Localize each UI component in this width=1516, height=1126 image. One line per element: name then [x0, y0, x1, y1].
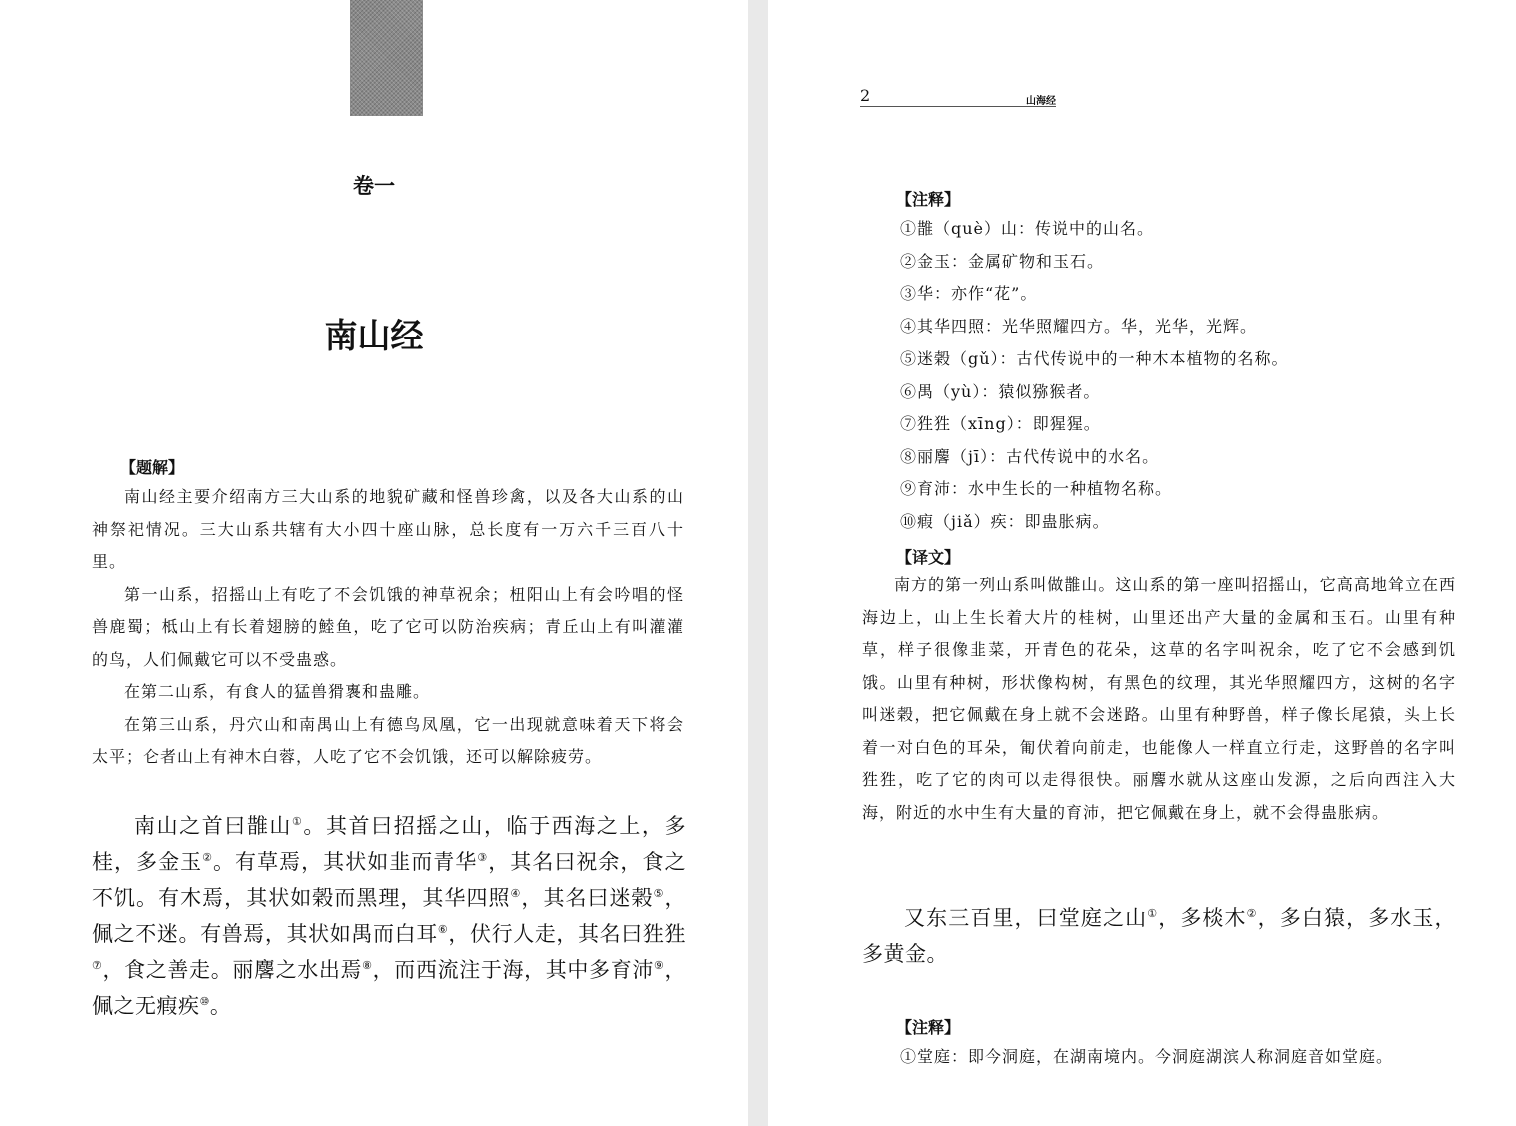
text-segment: 又东三百里，曰堂庭之山: [904, 906, 1148, 930]
footnote-marker: ⑧: [362, 959, 373, 972]
translation-text: [862, 569, 1456, 829]
page-number: 2: [860, 86, 871, 105]
footnote-marker: ⑩: [199, 995, 210, 1008]
intro-text: [92, 481, 684, 774]
note-item: ⑤迷榖（gǔ）：古代传说中的一种木本植物的名称。: [900, 349, 1289, 368]
text-segment: ，佩之不迷。有兽焉，其状如禺而白耳: [92, 886, 686, 946]
decorative-header-block: [350, 0, 423, 116]
footnote-marker: ⑦: [92, 959, 103, 972]
notes-list: [900, 213, 1289, 538]
intro-paragraph: 南山经主要介绍南方三大山系的地貌矿藏和怪兽珍禽，以及各大山系的山神祭祀情况。三大山系共辖有大小四十座山脉，总长度有一万六千三百八十里。: [92, 487, 684, 571]
notes-label-2: 【注释】: [896, 1018, 961, 1037]
intro-paragraph: 第一山系，招摇山上有吃了不会饥饿的神草祝余；杻阳山上有会吟唱的怪兽鹿蜀；柢山上有长着翅膀的鯥鱼，吃了它可以防治疾病；青丘山上有叫灌灌的鸟，人们佩戴它可以不受蛊惑。: [92, 584, 684, 669]
main-text: [92, 808, 686, 1024]
intro-paragraph: 在第三山系，丹穴山和南禺山上有德鸟凤凰，它一出现就意味着天下将会太平；仑者山上有神木白蓉，人吃了它不会饥饿，还可以解除疲劳。: [92, 714, 684, 766]
main-text-paragraph: [92, 808, 686, 1024]
text-segment: ，其名曰祝余，食之不饥。有木焉，其状如榖而黑理，其华四照: [92, 850, 686, 910]
footnote-marker: ①: [291, 815, 304, 828]
main-text-paragraph: [862, 900, 1456, 972]
translation-paragraph: 南方的第一列山系叫做䧿山。这山系的第一座叫招摇山，它高高地耸立在西海边上，山上生长着大片的桂树，山里还出产大量的金属和玉石。山里有种草，样子很像韭菜，开青色的花朵，这草的名字叫祝余，吃了它不会感到饥饿。山里有种树，形状像构树，有黑色的纹理，其光华照耀四方，这树的名字叫迷榖，把它佩戴在身上就不会迷路。山里有种野兽，样子像长尾猿，头上长着一对白色的耳朵，匍伏着向前走，也能像人一样直立行走，这野兽的名字叫狌狌，吃了它的肉可以走得很快。丽麐水就从这座山发源，之后向西注入大海，附近的水中生有大量的育沛，把它佩戴在身上，就不会得蛊胀病。: [862, 575, 1456, 822]
note-item: ③华：亦作“花”。: [900, 284, 1038, 303]
footnote-marker: ⑥: [437, 923, 449, 936]
right-page: [768, 0, 1516, 1126]
text-segment: ，而西流注于海，其中多育沛: [372, 958, 654, 982]
footnote-marker: ②: [1246, 907, 1258, 920]
note-item: ⑧丽麐（jī）：古代传说中的水名。: [900, 446, 1160, 466]
footnote-marker: ⑨: [653, 959, 665, 972]
text-segment: 。: [209, 994, 232, 1018]
footnote-marker: ③: [477, 851, 489, 864]
intro-label: 【题解】: [120, 458, 185, 477]
note-item: ④其华四照：光华照耀四方。华，光华，光辉。: [900, 316, 1258, 336]
left-page: [0, 0, 748, 1126]
main-text-2: [862, 900, 1456, 972]
volume-title: 卷一: [353, 174, 395, 198]
footnote-marker: ②: [202, 851, 214, 864]
text-segment: ，多棪木: [1158, 906, 1247, 930]
text-segment: 。有草焉，其状如韭而青华: [213, 850, 478, 874]
running-head: [860, 88, 1056, 107]
note-item: ⑩瘕（jiǎ）疾：即蛊胀病。: [900, 511, 1110, 531]
note-item: ①䧿（què）山：传说中的山名。: [900, 219, 1155, 238]
text-segment: ，食之善走。丽麐之水出焉: [102, 958, 363, 982]
text-segment: 。其首曰招摇之山，临于西海之上，多桂，多金玉: [92, 814, 687, 874]
note-item: ⑥禺（yù）：猿似猕猴者。: [900, 381, 1101, 401]
note-item: ⑨育沛：水中生长的一种植物名称。: [900, 479, 1173, 498]
text-segment: ，其名曰迷榖: [521, 886, 654, 910]
chapter-title: 南山经: [324, 316, 424, 355]
translation-label: 【译文】: [896, 548, 961, 567]
note-item: ②金玉：金属矿物和玉石。: [900, 251, 1105, 271]
text-segment: ，多白猿，多水玉，多黄金。: [862, 906, 1457, 966]
footnote-marker: ④: [510, 887, 522, 900]
book-name: 山海经: [1026, 96, 1056, 107]
text-segment: 南山之首曰䧿山: [134, 814, 292, 838]
notes-label: 【注释】: [896, 190, 961, 209]
note-item: ⑦狌狌（xīng）：即猩猩。: [900, 414, 1101, 433]
text-segment: ，伏行人走，其名曰狌狌: [448, 922, 687, 946]
footnote-marker: ⑤: [653, 887, 665, 900]
intro-paragraph: 在第二山系，有食人的猛兽猾褢和蛊雕。: [124, 682, 431, 701]
footnote-marker: ①: [1147, 907, 1159, 920]
note-item: ①堂庭：即今洞庭，在湖南境内。今洞庭湖滨人称洞庭音如堂庭。: [900, 1047, 1394, 1066]
text-segment: ，佩之无瘕疾: [92, 958, 686, 1018]
notes-list-2: [900, 1041, 1393, 1074]
